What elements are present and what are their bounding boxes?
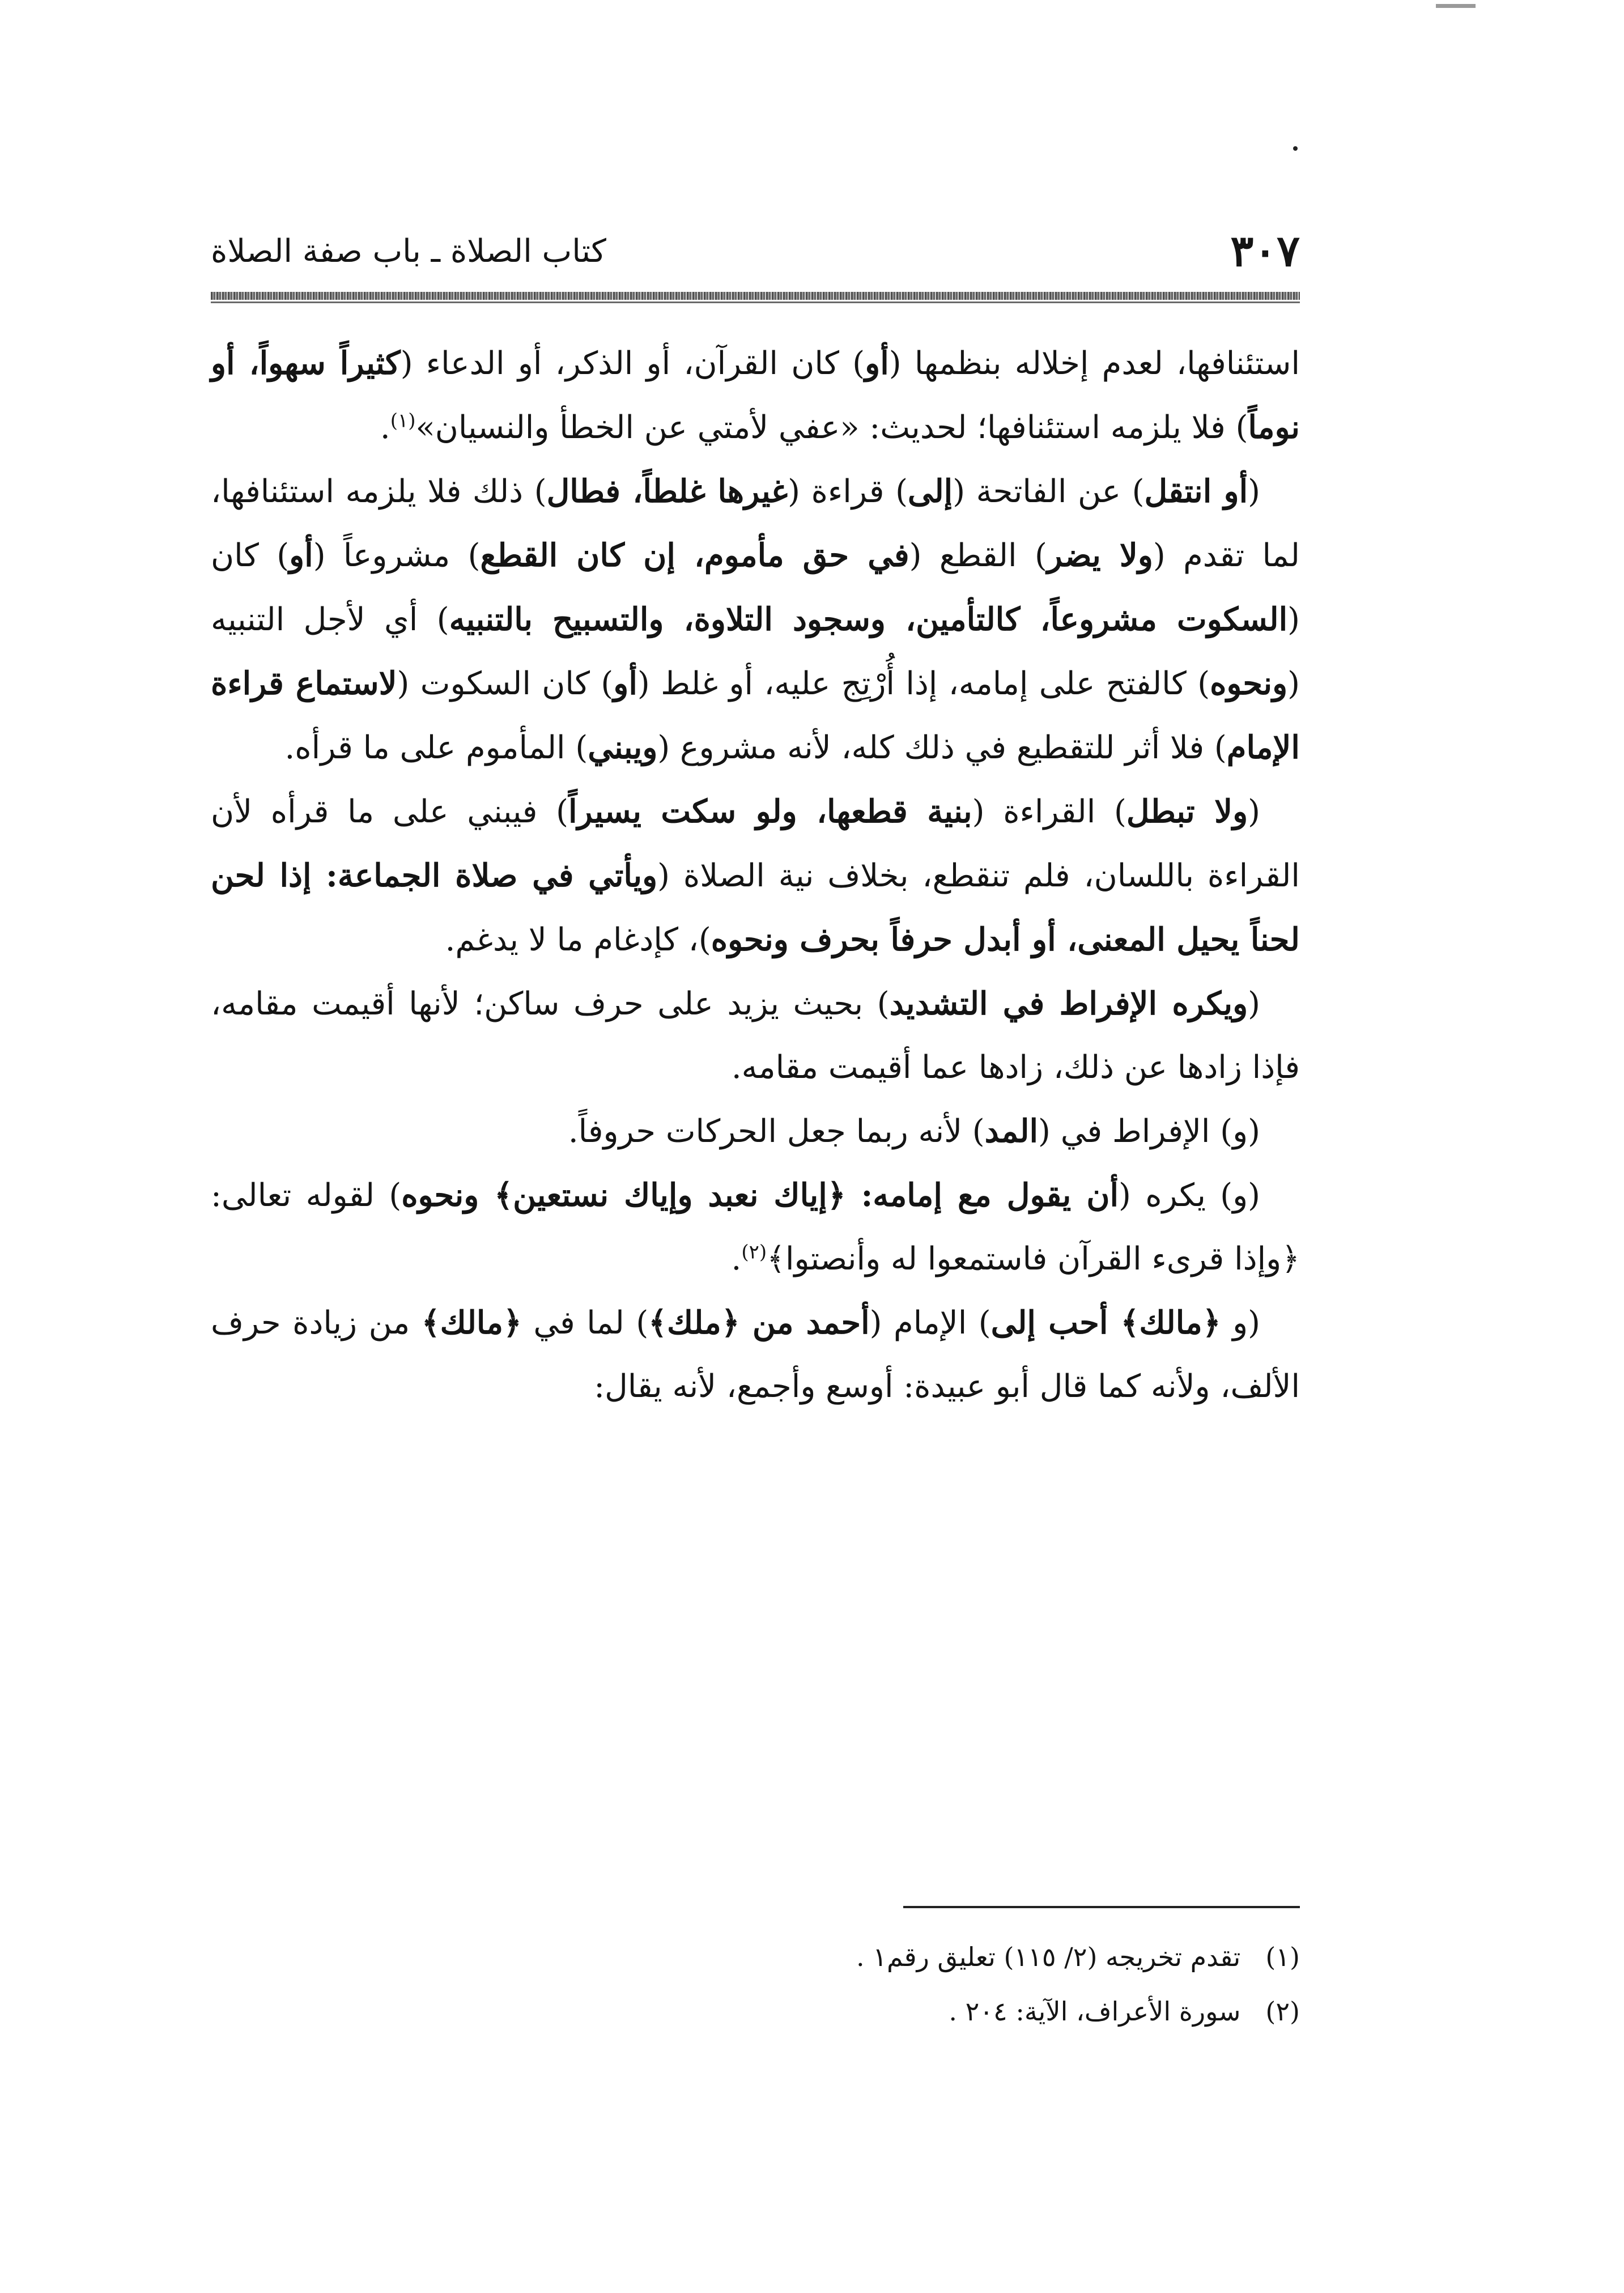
sharh-text: ) ذلك فلا يلزمه استئنافها، لما تقدم ( — [211, 473, 1300, 574]
bold-matn-text: لاستماع قراءة الإمام — [211, 665, 1300, 766]
bold-matn-text: ويكره الإفراط في التشديد — [889, 985, 1248, 1022]
bold-matn-text: السكوت مشروعاً، كالتأمين، وسجود التلاوة، والتسبيح بالتنبيه — [449, 601, 1288, 638]
running-header — [211, 220, 1300, 288]
footnote-2 — [211, 1984, 1300, 2039]
sharh-text: ) قراءة ( — [788, 473, 908, 510]
footnote-number: (٢) — [1265, 1996, 1300, 2027]
sharh-text: ) فلا أثر للتقطيع في ذلك كله، لأنه مشروع ( — [657, 729, 1227, 766]
sharh-text: (و) الإفراط في ( — [1038, 1113, 1260, 1150]
sharh-text: ) مشروعاً ( — [313, 537, 481, 574]
footnote-text: تقدم تخريجه (٢/ ١١٥) تعليق رقم١ . — [856, 1942, 1241, 1972]
footnote-reference: (٢) — [741, 1241, 767, 1264]
sharh-text: من زيادة حرف الألف، ولأنه كما قال أبو عبيدة: أوسع وأجمع، لأنه يقال: — [211, 1305, 1300, 1405]
bold-matn-text: كثيراً سهواً، أو نوماً — [211, 345, 1300, 446]
sharh-text: ) الإمام ( — [869, 1305, 991, 1341]
sharh-text: ( — [1248, 473, 1260, 510]
header-rule-thin — [211, 302, 1300, 303]
scan-edge-mark — [1436, 4, 1476, 8]
sharh-text: ) لقوله تعالى: ﴿وإذا قرىء القرآن فاستمعوا له وأنصتوا﴾ — [211, 1177, 1300, 1277]
sharh-text: (و — [1221, 1305, 1261, 1341]
body-paragraph — [211, 1291, 1300, 1419]
sharh-text: ) القراءة ( — [972, 793, 1126, 830]
footnote-text: سورة الأعراف، الآية: ٢٠٤ . — [949, 1996, 1241, 2027]
body-paragraph — [211, 332, 1300, 460]
sharh-text: ) كالفتح على إمامه، إذا أُرْتِج عليه، أو غلط ( — [637, 665, 1210, 702]
sharh-text: ) المأموم على ما قرأه. — [284, 729, 588, 766]
body-paragraph — [211, 460, 1300, 780]
trailing-punctuation: . — [380, 409, 390, 446]
body-paragraph — [211, 972, 1300, 1099]
trailing-punctuation: . — [731, 1241, 742, 1277]
sharh-text: ) لأنه ربما جعل الحركات حروفاً. — [568, 1113, 985, 1150]
ink-dot — [1293, 146, 1298, 151]
body-text — [211, 332, 1300, 1419]
sharh-text: ) بحيث يزيد على حرف ساكن؛ لأنها أقيمت مقامه، فإذا زادها عن ذلك، زادها عما أقيمت مقامه. — [211, 986, 1300, 1086]
bold-matn-text: أو — [289, 537, 313, 574]
bold-matn-text: بنية قطعها، ولو سكت يسيراً — [568, 793, 972, 830]
body-paragraph — [211, 1164, 1300, 1291]
bold-matn-text: ﴿مالك﴾ — [421, 1304, 522, 1341]
sharh-text: ) أي لأجل التنبيه ( — [211, 601, 1300, 702]
sharh-text: (و) يكره ( — [1119, 1177, 1261, 1214]
sharh-text: ) كان ( — [211, 537, 1300, 638]
sharh-text: ) كان القرآن، أو الذكر، أو الدعاء ( — [400, 345, 865, 382]
page-number: ٣٠٧ — [1230, 226, 1300, 276]
sharh-text: )، كإدغام ما لا يدغم. — [445, 922, 711, 958]
bold-matn-text: ولا تبطل — [1126, 793, 1248, 830]
book-title: كتاب الصلاة ـ باب صفة الصلاة — [211, 233, 606, 270]
sharh-text: ( — [1248, 986, 1261, 1022]
body-paragraph — [211, 1099, 1300, 1164]
bold-matn-text: أو — [613, 665, 637, 702]
bold-matn-text: ولا يضر — [1047, 537, 1153, 574]
footnote-reference: (١) — [390, 409, 416, 432]
bold-matn-text: غيرها غلطاً، فطال — [546, 473, 788, 510]
bold-matn-text: أو انتقل — [1144, 473, 1248, 510]
bold-matn-text: المد — [984, 1112, 1039, 1150]
bold-matn-text: ويبني — [588, 729, 658, 766]
sharh-text: ) عن الفاتحة ( — [953, 473, 1145, 510]
footnote-rule — [903, 1906, 1300, 1908]
sharh-text: ) فلا يلزمه استئنافها؛ لحديث: «عفي لأمتي عن الخطأ والنسيان» — [415, 409, 1248, 446]
sharh-text: ) القطع ( — [909, 537, 1047, 574]
sharh-text: ( — [1248, 793, 1260, 830]
bold-matn-text: في حق مأموم، إن كان القطع — [480, 537, 909, 574]
bold-matn-text: ونحوه — [1210, 665, 1288, 702]
header-rule — [211, 292, 1300, 300]
footnote-number: (١) — [1265, 1942, 1300, 1972]
bold-matn-text: ويأتي في صلاة الجماعة: إذا لحن لحناً يحيل المعنى، أو أبدل حرفاً بحرف ونحوه — [211, 857, 1300, 958]
body-paragraph — [211, 780, 1300, 972]
sharh-text: ) لما في — [521, 1305, 649, 1341]
bold-matn-text: ﴿مالك﴾ أحب إلى — [990, 1304, 1221, 1341]
footnotes — [211, 1930, 1300, 2039]
sharh-text: ) فيبني على ما قرأه لأن القراءة باللسان، فلم تنقطع، بخلاف نية الصلاة ( — [211, 793, 1300, 894]
bold-matn-text: إلى — [907, 473, 953, 510]
sharh-text: استئنافها، لعدم إخلاله بنظمها ( — [888, 345, 1300, 382]
bold-matn-text: أن يقول مع إمامه: ﴿إياك نعبد وإياك نستعين﴾ ونحوه — [401, 1177, 1119, 1214]
bold-matn-text: أو — [865, 345, 889, 382]
sharh-text: ) كان السكوت ( — [397, 665, 614, 702]
footnote-1 — [211, 1930, 1300, 1984]
bold-matn-text: أحمد من ﴿ملك﴾ — [648, 1304, 870, 1341]
